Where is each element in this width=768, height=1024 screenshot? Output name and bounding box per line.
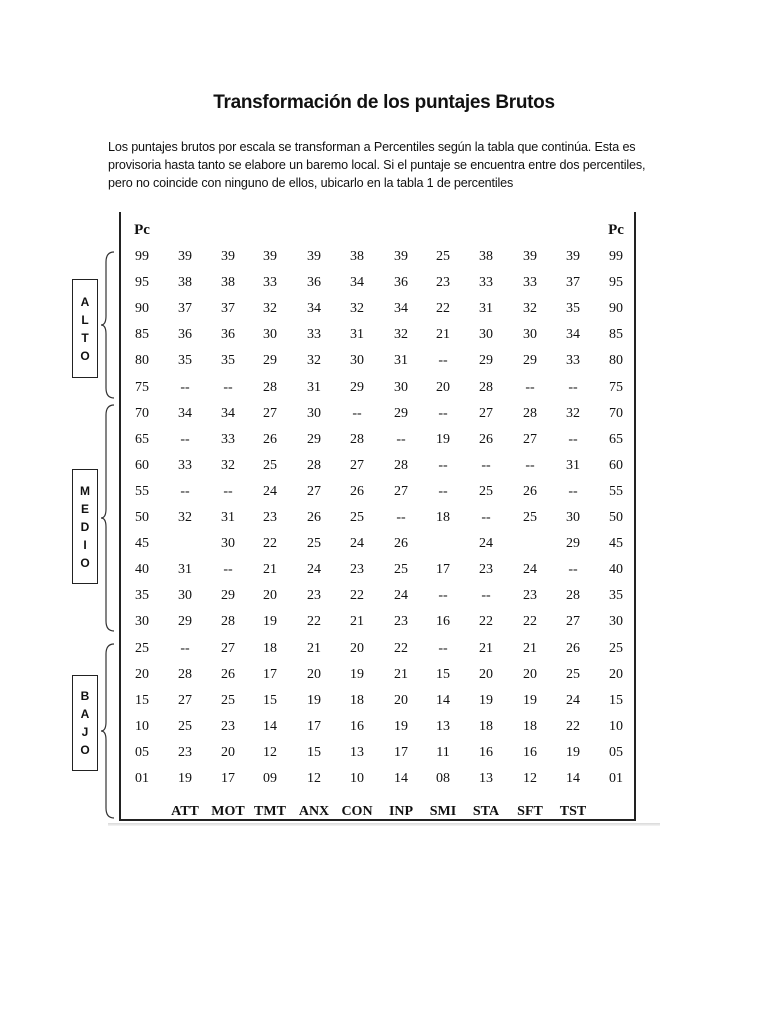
pc-cell-left: 05	[135, 745, 149, 760]
table-cell: 33	[523, 275, 537, 290]
column-header-mot: MOT	[211, 804, 245, 819]
column-header-att: ATT	[171, 804, 199, 819]
table-cell: 19	[566, 745, 580, 760]
table-cell: 30	[307, 406, 321, 421]
table-cell: --	[438, 484, 448, 499]
table-cell: 26	[221, 667, 235, 682]
table-cell: 21	[436, 327, 450, 342]
table-cell: --	[438, 458, 448, 473]
table-cell: 36	[394, 275, 408, 290]
table-cell: 35	[178, 353, 192, 368]
table-cell: 13	[436, 719, 450, 734]
table-cell: 25	[178, 719, 192, 734]
table-cell: --	[481, 588, 491, 603]
table-cell: 36	[178, 327, 192, 342]
table-cell: --	[481, 510, 491, 525]
table-cell: --	[396, 510, 406, 525]
table-cell: --	[568, 562, 578, 577]
pc-cell-right: 30	[609, 614, 623, 629]
table-cell: 22	[436, 301, 450, 316]
table-cell: 33	[566, 353, 580, 368]
table-cell: 23	[350, 562, 364, 577]
table-cell: 27	[307, 484, 321, 499]
table-cell: 21	[523, 641, 537, 656]
band-letter: I	[83, 537, 87, 552]
table-cell: 28	[307, 458, 321, 473]
table-cell: 33	[221, 432, 235, 447]
table-cell: 30	[178, 588, 192, 603]
table-cell: 24	[350, 536, 364, 551]
table-cell: 22	[479, 614, 493, 629]
table-cell: 35	[566, 301, 580, 316]
table-cell: 20	[394, 693, 408, 708]
table-cell: 26	[566, 641, 580, 656]
table-cell: 26	[479, 432, 493, 447]
table-cell: --	[180, 380, 190, 395]
table-cell: 20	[350, 641, 364, 656]
pc-cell-right: 70	[609, 406, 623, 421]
table-cell: --	[525, 458, 535, 473]
table-cell: 14	[566, 771, 580, 786]
table-cell: 39	[307, 249, 321, 264]
table-cell: 30	[221, 536, 235, 551]
table-cell: 27	[566, 614, 580, 629]
table-cell: 22	[523, 614, 537, 629]
brace-medio-icon	[100, 403, 116, 633]
table-cell: 14	[263, 719, 277, 734]
table-cell: 39	[394, 249, 408, 264]
table-cell: 21	[307, 641, 321, 656]
table-cell: 21	[263, 562, 277, 577]
band-letter: E	[80, 501, 89, 516]
table-cell: 24	[479, 536, 493, 551]
pc-cell-left: 99	[135, 249, 149, 264]
table-cell: 25	[221, 693, 235, 708]
pc-cell-left: 20	[135, 667, 149, 682]
table-cell: 39	[178, 249, 192, 264]
table-cell: 39	[263, 249, 277, 264]
intro-line: provisoria hasta tanto se elabore un baremo local. Si el puntaje se encuentra entre dos percentiles,	[108, 158, 646, 172]
table-cell: 20	[307, 667, 321, 682]
table-cell: 18	[350, 693, 364, 708]
table-cell: 29	[523, 353, 537, 368]
pc-cell-right: 01	[609, 771, 623, 786]
table-cell: 29	[307, 432, 321, 447]
table-cell: 13	[350, 745, 364, 760]
table-cell: 18	[523, 719, 537, 734]
table-cell: --	[438, 353, 448, 368]
table-cell: 25	[350, 510, 364, 525]
column-header-smi: SMI	[429, 804, 457, 819]
table-cell: 34	[221, 406, 235, 421]
table-cell: 30	[523, 327, 537, 342]
table-cell: 16	[436, 614, 450, 629]
table-cell: 17	[307, 719, 321, 734]
table-cell: 27	[523, 432, 537, 447]
table-cell: 15	[436, 667, 450, 682]
table-cell: --	[223, 562, 233, 577]
table-cell: --	[223, 380, 233, 395]
table-cell: --	[438, 406, 448, 421]
band-letter: L	[81, 312, 89, 327]
table-cell: 12	[263, 745, 277, 760]
table-cell: --	[481, 458, 491, 473]
pc-cell-right: 20	[609, 667, 623, 682]
pc-cell-left: 40	[135, 562, 149, 577]
table-cell: 24	[394, 588, 408, 603]
table-cell: 25	[479, 484, 493, 499]
table-cell: 23	[263, 510, 277, 525]
table-cell: 38	[221, 275, 235, 290]
table-cell: 23	[178, 745, 192, 760]
table-cell: 22	[307, 614, 321, 629]
table-cell: 36	[307, 275, 321, 290]
table-cell: 29	[178, 614, 192, 629]
table-cell: --	[525, 380, 535, 395]
band-letter: M	[80, 483, 90, 498]
band-letter: J	[81, 725, 89, 739]
band-label-bajo	[72, 675, 98, 771]
pc-header-right: Pc	[608, 222, 624, 238]
band-letter: O	[80, 743, 90, 757]
table-cell: 24	[523, 562, 537, 577]
table-cell: 39	[221, 249, 235, 264]
table-cell: 31	[566, 458, 580, 473]
table-cell: 32	[263, 301, 277, 316]
table-cell: 26	[394, 536, 408, 551]
table-cell: 38	[479, 249, 493, 264]
pc-cell-left: 25	[135, 641, 149, 656]
table-cell: 25	[263, 458, 277, 473]
table-cell: 24	[263, 484, 277, 499]
table-cell: 20	[523, 667, 537, 682]
table-cell: 25	[394, 562, 408, 577]
table-cell: 35	[221, 353, 235, 368]
table-cell: 28	[566, 588, 580, 603]
table-cell: --	[568, 484, 578, 499]
pc-cell-left: 01	[135, 771, 149, 786]
column-header-tst: TST	[559, 804, 587, 819]
table-cell: 29	[263, 353, 277, 368]
table-cell: 19	[523, 693, 537, 708]
table-cell: 33	[479, 275, 493, 290]
table-cell: 23	[221, 719, 235, 734]
table-cell: 39	[566, 249, 580, 264]
pc-cell-left: 65	[135, 432, 149, 447]
table-cell: 16	[350, 719, 364, 734]
table-cell: 32	[523, 301, 537, 316]
pc-header-left: Pc	[134, 222, 150, 238]
table-cell: 28	[178, 667, 192, 682]
pc-cell-right: 80	[609, 353, 623, 368]
pc-cell-left: 55	[135, 484, 149, 499]
table-cell: 23	[307, 588, 321, 603]
brace-bajo-icon	[100, 642, 116, 820]
intro-line: pero no coincide con ninguno de ellos, ubicarlo en la tabla 1 de percentiles	[108, 176, 514, 190]
table-cell: 32	[566, 406, 580, 421]
pc-cell-right: 50	[609, 510, 623, 525]
table-cell: 30	[263, 327, 277, 342]
pc-cell-right: 40	[609, 562, 623, 577]
pc-cell-right: 99	[609, 249, 623, 264]
band-letter: A	[80, 294, 90, 309]
table-cell: 14	[394, 771, 408, 786]
table-cell: 29	[394, 406, 408, 421]
table-cell: 19	[394, 719, 408, 734]
table-cell: 33	[263, 275, 277, 290]
table-cell: --	[438, 641, 448, 656]
pc-cell-right: 05	[609, 745, 623, 760]
table-cell: --	[223, 484, 233, 499]
pc-cell-left: 60	[135, 458, 149, 473]
band-letter: T	[81, 330, 89, 345]
table-cell: 28	[394, 458, 408, 473]
table-cell: 17	[263, 667, 277, 682]
page-title: Transformación de los puntajes Brutos	[213, 92, 555, 113]
table-cell: 21	[479, 641, 493, 656]
pc-cell-left: 95	[135, 275, 149, 290]
pc-cell-right: 10	[609, 719, 623, 734]
table-cell: 28	[350, 432, 364, 447]
table-cell: 23	[479, 562, 493, 577]
table-cell: 17	[394, 745, 408, 760]
table-cell: 29	[350, 380, 364, 395]
table-cell: 26	[523, 484, 537, 499]
table-cell: 34	[307, 301, 321, 316]
table-cell: 30	[479, 327, 493, 342]
table-cell: 31	[221, 510, 235, 525]
table-cell: 28	[221, 614, 235, 629]
table-cell: 27	[394, 484, 408, 499]
table-cell: 09	[263, 771, 277, 786]
table-cell: 25	[436, 249, 450, 264]
pc-cell-right: 60	[609, 458, 623, 473]
table-cell: --	[352, 406, 362, 421]
table-cell: 29	[221, 588, 235, 603]
table-cell: 33	[178, 458, 192, 473]
table-cell: 27	[479, 406, 493, 421]
intro-line: Los puntajes brutos por escala se transforman a Percentiles según la tabla que continúa. Esta es	[108, 140, 636, 154]
pc-cell-right: 95	[609, 275, 623, 290]
table-cell: 34	[178, 406, 192, 421]
table-cell: 33	[307, 327, 321, 342]
pc-cell-left: 10	[135, 719, 149, 734]
table-cell: 18	[436, 510, 450, 525]
pc-cell-left: 80	[135, 353, 149, 368]
table-cell: 28	[479, 380, 493, 395]
table-cell: 26	[307, 510, 321, 525]
table-cell: 31	[178, 562, 192, 577]
table-cell: 16	[523, 745, 537, 760]
pc-cell-right: 45	[609, 536, 623, 551]
table-cell: 17	[221, 771, 235, 786]
pc-cell-right: 15	[609, 693, 623, 708]
table-cell: 25	[523, 510, 537, 525]
table-cell: 38	[350, 249, 364, 264]
table-cell: 34	[394, 301, 408, 316]
table-cell: 27	[263, 406, 277, 421]
pc-cell-left: 70	[135, 406, 149, 421]
pc-cell-right: 90	[609, 301, 623, 316]
table-cell: --	[180, 484, 190, 499]
table-cell: 14	[436, 693, 450, 708]
table-cell: 26	[350, 484, 364, 499]
table-cell: --	[568, 380, 578, 395]
table-cell: 34	[566, 327, 580, 342]
table-cell: 12	[307, 771, 321, 786]
table-cell: 18	[479, 719, 493, 734]
band-label-medio	[72, 469, 98, 584]
table-cell: 19	[436, 432, 450, 447]
table-cell: 32	[221, 458, 235, 473]
table-cell: 31	[307, 380, 321, 395]
band-label-alto	[72, 279, 98, 378]
table-cell: 25	[566, 667, 580, 682]
table-cell: 22	[263, 536, 277, 551]
table-cell: 19	[307, 693, 321, 708]
table-cell: 27	[350, 458, 364, 473]
table-underline-shadow	[108, 823, 660, 826]
table-cell: 30	[350, 353, 364, 368]
table-cell: 38	[178, 275, 192, 290]
table-cell: 31	[394, 353, 408, 368]
table-cell: 24	[566, 693, 580, 708]
table-cell: 10	[350, 771, 364, 786]
table-cell: 22	[394, 641, 408, 656]
table-cell: 23	[394, 614, 408, 629]
column-header-sft: SFT	[517, 804, 543, 819]
table-cell: --	[180, 432, 190, 447]
table-cell: 32	[394, 327, 408, 342]
table-cell: 30	[566, 510, 580, 525]
brace-alto-icon	[100, 250, 116, 400]
table-cell: 25	[307, 536, 321, 551]
pc-cell-left: 85	[135, 327, 149, 342]
table-cell: 39	[523, 249, 537, 264]
table-cell: 17	[436, 562, 450, 577]
table-cell: 31	[350, 327, 364, 342]
pc-cell-right: 35	[609, 588, 623, 603]
table-cell: 12	[523, 771, 537, 786]
table-cell: 21	[394, 667, 408, 682]
table-cell: --	[568, 432, 578, 447]
table-cell: 23	[436, 275, 450, 290]
pc-cell-left: 75	[135, 380, 149, 395]
table-cell: 22	[350, 588, 364, 603]
table-cell: 20	[479, 667, 493, 682]
pc-cell-left: 30	[135, 614, 149, 629]
pc-cell-right: 65	[609, 432, 623, 447]
table-cell: 32	[350, 301, 364, 316]
table-cell: 31	[479, 301, 493, 316]
table-cell: 22	[566, 719, 580, 734]
table-cell: 28	[263, 380, 277, 395]
table-cell: 29	[566, 536, 580, 551]
table-cell: 23	[523, 588, 537, 603]
column-header-sta: STA	[472, 804, 500, 819]
table-cell: --	[396, 432, 406, 447]
table-cell: 11	[436, 745, 450, 760]
table-cell: 34	[350, 275, 364, 290]
pc-cell-right: 75	[609, 380, 623, 395]
table-cell: 28	[523, 406, 537, 421]
table-cell: 32	[178, 510, 192, 525]
table-cell: 13	[479, 771, 493, 786]
table-cell: 26	[263, 432, 277, 447]
pc-cell-right: 55	[609, 484, 623, 499]
table-cell: 18	[263, 641, 277, 656]
column-header-tmt: TMT	[254, 804, 286, 819]
pc-cell-right: 85	[609, 327, 623, 342]
table-cell: 15	[263, 693, 277, 708]
table-cell: 20	[263, 588, 277, 603]
pc-cell-left: 90	[135, 301, 149, 316]
pc-cell-left: 15	[135, 693, 149, 708]
table-cell: 30	[394, 380, 408, 395]
table-cell: 32	[307, 353, 321, 368]
table-cell: 19	[479, 693, 493, 708]
table-cell: 20	[436, 380, 450, 395]
column-header-anx: ANX	[298, 804, 330, 819]
intro-paragraph	[108, 138, 660, 192]
pc-cell-left: 50	[135, 510, 149, 525]
band-letter: O	[80, 348, 90, 363]
table-cell: 19	[178, 771, 192, 786]
table-cell: 20	[221, 745, 235, 760]
table-cell: 15	[307, 745, 321, 760]
table-cell: 36	[221, 327, 235, 342]
table-cell: 29	[479, 353, 493, 368]
column-header-inp: INP	[388, 804, 414, 819]
table-cell: 37	[178, 301, 192, 316]
table-cell: 16	[479, 745, 493, 760]
table-cell: 37	[566, 275, 580, 290]
table-cell: --	[438, 588, 448, 603]
band-letter: D	[80, 519, 90, 534]
table-cell: 19	[350, 667, 364, 682]
table-cell: 37	[221, 301, 235, 316]
table-cell: 27	[178, 693, 192, 708]
table-cell: 19	[263, 614, 277, 629]
column-header-con: CON	[341, 804, 373, 819]
table-cell: 08	[436, 771, 450, 786]
pc-cell-right: 25	[609, 641, 623, 656]
band-letter: B	[80, 689, 90, 703]
band-letter: O	[80, 555, 90, 570]
table-cell: --	[180, 641, 190, 656]
table-cell: 24	[307, 562, 321, 577]
pc-cell-left: 45	[135, 536, 149, 551]
table-cell: 21	[350, 614, 364, 629]
band-letter: A	[80, 707, 90, 721]
pc-cell-left: 35	[135, 588, 149, 603]
table-cell: 27	[221, 641, 235, 656]
